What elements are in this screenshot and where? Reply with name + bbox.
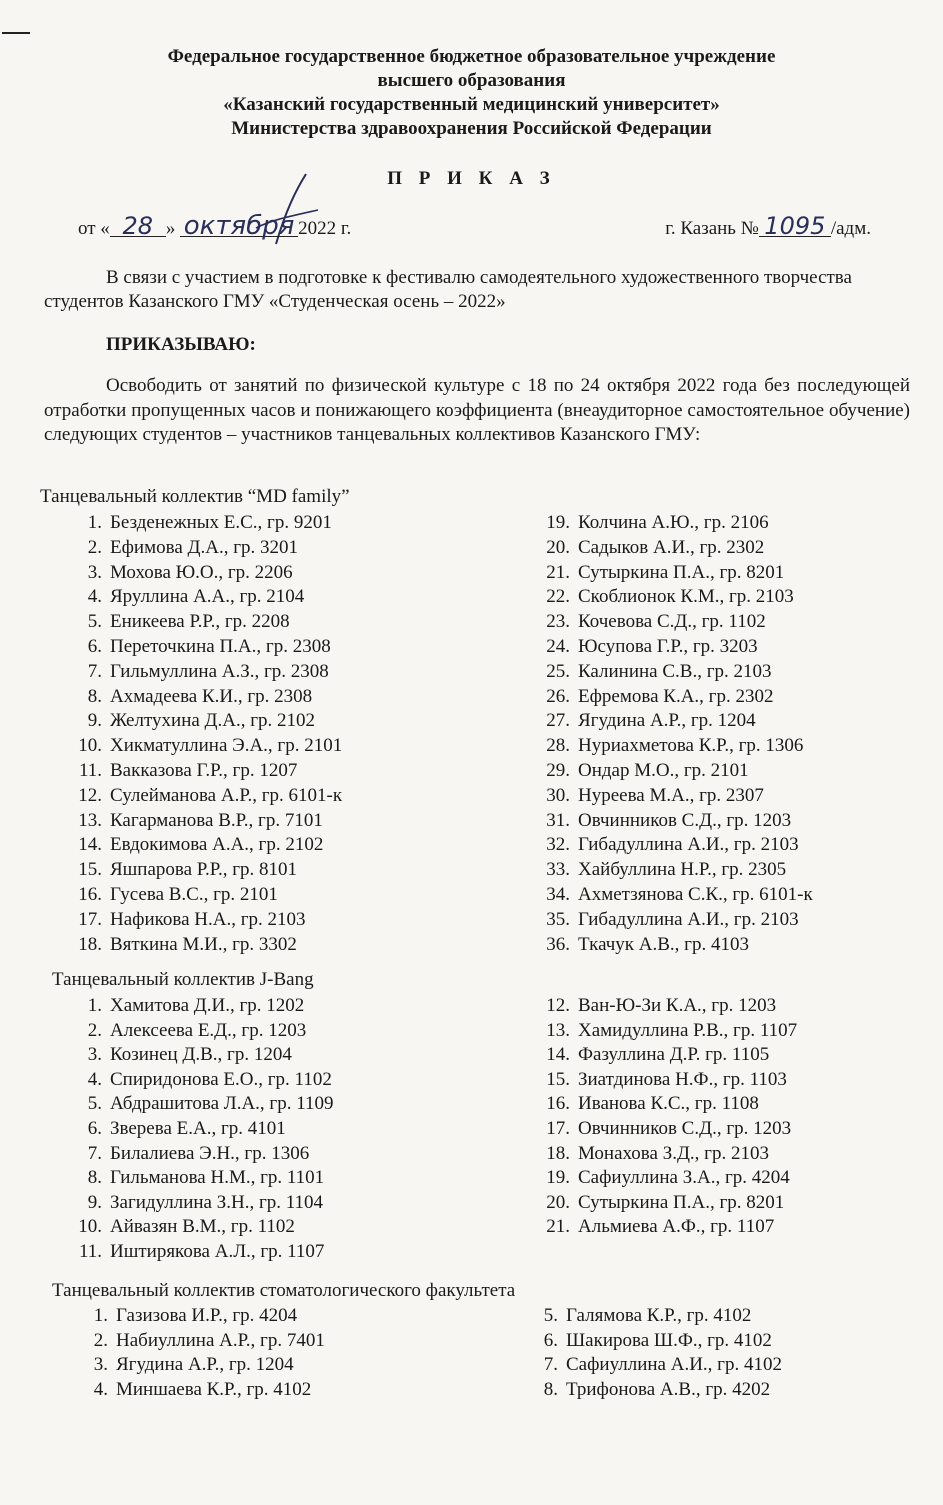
- list-item-text: Евдокимова А.А., гр. 2102: [110, 834, 324, 856]
- list-item-text: Спиридонова Е.О., гр. 1102: [110, 1068, 332, 1090]
- list-item-text: Сафиуллина З.А., гр. 4204: [578, 1167, 790, 1189]
- list-item-text: Миншаева К.Р., гр. 4102: [116, 1378, 312, 1400]
- list-item-text: Загидуллина З.Н., гр. 1104: [110, 1191, 324, 1213]
- list-item-text: Ягудина А.Р., гр. 1204: [578, 710, 756, 732]
- list-item-number: 25.: [546, 660, 570, 682]
- header-line-3: «Казанский государственный медицинский университет»: [223, 94, 720, 115]
- order-body: Освободить от занятий по физической культуре с 18 по 24 октября 2022 года без последующей отработки пропущенных часов и понижающего коэффициента (внеаудиторное самостоятельное обучение) следующих студентов – участников танцевальных коллективов Казанского ГМУ:: [44, 375, 910, 445]
- margin-mark: [2, 32, 30, 34]
- list-item-text: Овчинников С.Д., гр. 1203: [578, 809, 792, 831]
- list-item: [78, 1378, 325, 1403]
- list-item: [528, 1353, 782, 1378]
- list-item-text: Иштирякова А.Л., гр. 1107: [110, 1240, 325, 1262]
- list-item-text: Садыков А.И., гр. 2302: [578, 536, 765, 558]
- list-item-number: 36.: [546, 933, 570, 955]
- list-item-text: Хамидуллина Р.В., гр. 1107: [578, 1019, 798, 1041]
- list-item: [72, 734, 342, 759]
- intro-text: В связи с участием в подготовке к фестивалю самодеятельного художественного творчества студентов Казанского ГМУ «Студенческая осень – 2022»: [44, 267, 852, 312]
- list-item-number: 15.: [78, 859, 102, 881]
- city-prefix: г. Казань №: [665, 218, 759, 239]
- list-item-number: 9.: [87, 710, 102, 732]
- list-item-text: Хамитова Д.И., гр. 1202: [110, 995, 305, 1016]
- list-item: [72, 994, 334, 1019]
- list-item-text: Козинец Д.В., гр. 1204: [110, 1044, 292, 1066]
- list-item-number: 3.: [93, 1354, 108, 1376]
- list-item-text: Ягудина А.Р., гр. 1204: [116, 1354, 294, 1376]
- list-item: [540, 858, 813, 883]
- list-item-number: 4.: [93, 1378, 108, 1400]
- list-item: [540, 833, 813, 858]
- list-item: [540, 908, 813, 933]
- list-item-text: Ткачук А.В., гр. 4103: [578, 933, 749, 955]
- list-item-number: 28.: [546, 735, 570, 757]
- list-item-text: Кочевова С.Д., гр. 1102: [578, 611, 766, 633]
- list-item-number: 20.: [546, 536, 570, 558]
- city-suffix: /адм.: [830, 218, 871, 239]
- list-item: [540, 709, 813, 734]
- list-item-text: Монахова З.Д., гр. 2103: [578, 1142, 769, 1164]
- list-item: [72, 610, 342, 635]
- list-item: [72, 1117, 334, 1142]
- list-item-number: 6.: [87, 635, 102, 657]
- list-item-text: Иванова К.С., гр. 1108: [578, 1093, 759, 1115]
- list-item-number: 23.: [546, 611, 570, 633]
- list-item-text: Еникеева Р.Р., гр. 2208: [110, 611, 290, 633]
- list-item-text: Сутыркина П.А., гр. 8201: [578, 1191, 785, 1213]
- list-item: [540, 1191, 797, 1216]
- list-item-number: 10.: [78, 1216, 102, 1238]
- list-item: [540, 561, 813, 586]
- list-item-text: Галямова К.Р., гр. 4102: [566, 1305, 752, 1326]
- list-item: [72, 1043, 334, 1068]
- header-line-2: высшего образования: [377, 70, 566, 91]
- list-item-number: 1.: [87, 512, 102, 533]
- list-item: [540, 734, 813, 759]
- list-item-text: Набиуллина А.Р., гр. 7401: [116, 1329, 325, 1351]
- list-item-number: 4.: [87, 586, 102, 608]
- list-item: [72, 561, 342, 586]
- list-item-number: 31.: [546, 809, 570, 831]
- list-item-text: Гильмуллина А.З., гр. 2308: [110, 660, 329, 682]
- list-item-number: 4.: [87, 1068, 102, 1090]
- list-item: [72, 660, 342, 685]
- order-date: [78, 211, 352, 241]
- list-item-number: 19.: [546, 512, 570, 533]
- list-item-text: Яшпарова Р.Р., гр. 8101: [110, 859, 297, 881]
- list-item: [72, 1215, 334, 1240]
- list-item-number: 16.: [78, 883, 102, 905]
- list-item-number: 15.: [546, 1068, 570, 1090]
- list-item-number: 29.: [546, 759, 570, 781]
- list-item-text: Гибадуллина А.И., гр. 2103: [578, 834, 799, 856]
- list-item: [540, 1215, 797, 1240]
- group-title-dental: Танцевальный коллектив стоматологического факультета: [52, 1280, 516, 1301]
- list-item-number: 10.: [78, 735, 102, 757]
- intro-paragraph: [44, 266, 910, 314]
- list-item-text: Газизова И.Р., гр. 4204: [116, 1305, 298, 1326]
- list-item-text: Юсупова Г.Р., гр. 3203: [578, 635, 758, 657]
- list-item: [72, 685, 342, 710]
- list-item-text: Сулейманова А.Р., гр. 6101-к: [110, 784, 343, 806]
- list-item-text: Нуреева М.А., гр. 2307: [578, 784, 764, 806]
- group-dental-right-list: [528, 1304, 782, 1402]
- header-line-1: Федеральное государственное бюджетное образовательное учреждение: [167, 46, 776, 67]
- list-item: [540, 585, 813, 610]
- list-item-text: Билалиева Э.Н., гр. 1306: [110, 1142, 310, 1164]
- list-item-number: 32.: [546, 834, 570, 856]
- list-item: [72, 883, 342, 908]
- list-item-number: 5.: [87, 611, 102, 633]
- date-month: октября: [180, 216, 298, 237]
- list-item-text: Ахмадеева К.И., гр. 2308: [110, 685, 313, 707]
- list-item-number: 18.: [546, 1142, 570, 1164]
- list-item-number: 12.: [78, 784, 102, 806]
- list-item: [72, 858, 342, 883]
- institution-header: [0, 45, 943, 141]
- list-item-number: 30.: [546, 784, 570, 806]
- list-item-text: Айвазян В.М., гр. 1102: [110, 1216, 295, 1238]
- date-day: 28: [110, 216, 166, 237]
- header-line-4: Министерства здравоохранения Российской Федерации: [231, 118, 712, 139]
- list-item-text: Зверева Е.А., гр. 4101: [110, 1117, 286, 1139]
- list-item-number: 35.: [546, 908, 570, 930]
- list-item: [540, 635, 813, 660]
- list-item-number: 7.: [543, 1354, 558, 1376]
- list-item: [72, 1142, 334, 1167]
- order-number: [665, 212, 871, 240]
- list-item-text: Гусева В.С., гр. 2101: [110, 883, 278, 905]
- list-item-number: 11.: [78, 1240, 102, 1262]
- list-item-text: Ахметзянова С.К., гр. 6101-к: [578, 883, 813, 905]
- list-item-text: Колчина А.Ю., гр. 2106: [578, 512, 769, 533]
- list-item-number: 12.: [546, 995, 570, 1016]
- list-item: [528, 1304, 782, 1329]
- list-item: [528, 1378, 782, 1403]
- group-title-j-bang: Танцевальный коллектив J-Bang: [52, 969, 314, 990]
- list-item-number: 21.: [546, 561, 570, 583]
- list-item: [72, 1240, 334, 1265]
- list-item-number: 17.: [546, 1117, 570, 1139]
- group-dental-left-list: [78, 1304, 325, 1402]
- list-item-text: Ефремова К.А., гр. 2302: [578, 685, 774, 707]
- list-item: [540, 1142, 797, 1167]
- list-item: [72, 635, 342, 660]
- list-item-number: 8.: [87, 685, 102, 707]
- list-item-text: Хикматуллина Э.А., гр. 2101: [110, 735, 343, 757]
- list-item-number: 21.: [546, 1216, 570, 1238]
- list-item-number: 16.: [546, 1093, 570, 1115]
- list-item-number: 20.: [546, 1191, 570, 1213]
- list-item-number: 19.: [546, 1167, 570, 1189]
- list-item-text: Альмиева А.Ф., гр. 1107: [578, 1216, 775, 1238]
- list-item-text: Алексеева Е.Д., гр. 1203: [110, 1019, 307, 1041]
- list-item: [540, 933, 813, 958]
- list-item-number: 8.: [543, 1378, 558, 1400]
- list-item-text: Вакказова Г.Р., гр. 1207: [110, 759, 298, 781]
- list-item-text: Сафиуллина А.И., гр. 4102: [566, 1354, 782, 1376]
- list-item-number: 9.: [87, 1191, 102, 1213]
- list-item-text: Вяткина М.И., гр. 3302: [110, 933, 297, 955]
- list-item-number: 6.: [543, 1329, 558, 1351]
- list-item: [72, 833, 342, 858]
- group-title-md-family: Танцевальный коллектив “MD family”: [40, 486, 350, 507]
- list-item: [78, 1304, 325, 1329]
- list-item: [72, 933, 342, 958]
- list-item-text: Ондар М.О., гр. 2101: [578, 759, 749, 781]
- list-item: [72, 1092, 334, 1117]
- list-item: [78, 1329, 325, 1354]
- order-number-value: 1095: [759, 216, 831, 237]
- list-item-number: 17.: [78, 908, 102, 930]
- list-item-text: Гильманова Н.М., гр. 1101: [110, 1167, 325, 1189]
- list-item-number: 3.: [87, 1044, 102, 1066]
- list-item-number: 18.: [78, 933, 102, 955]
- list-item-number: 1.: [87, 995, 102, 1016]
- list-item-number: 2.: [87, 1019, 102, 1041]
- list-item-text: Нафикова Н.А., гр. 2103: [110, 908, 306, 930]
- list-item-text: Кагарманова В.Р., гр. 7101: [110, 809, 323, 831]
- list-item-text: Трифонова А.В., гр. 4202: [566, 1378, 771, 1400]
- list-item-text: Нуриахметова К.Р., гр. 1306: [578, 735, 804, 757]
- list-item-text: Мохова Ю.О., гр. 2206: [110, 561, 293, 583]
- list-item: [72, 585, 342, 610]
- list-item: [540, 883, 813, 908]
- list-item: [540, 610, 813, 635]
- list-item: [540, 660, 813, 685]
- list-item-number: 13.: [78, 809, 102, 831]
- list-item: [72, 908, 342, 933]
- list-item: [72, 784, 342, 809]
- list-item: [72, 511, 342, 536]
- order-word: ПРИКАЗЫВАЮ:: [106, 334, 256, 355]
- list-item: [72, 1191, 334, 1216]
- list-item-number: 1.: [93, 1305, 108, 1326]
- list-item-number: 3.: [87, 561, 102, 583]
- list-item-text: Скоблионок К.М., гр. 2103: [578, 586, 794, 608]
- list-item-number: 34.: [546, 883, 570, 905]
- list-item: [72, 1068, 334, 1093]
- document-title: П Р И К А З: [387, 168, 556, 189]
- list-item-text: Безденежных Е.С., гр. 9201: [110, 512, 332, 533]
- list-item-text: Гибадуллина А.И., гр. 2103: [578, 908, 799, 930]
- date-mid: »: [165, 218, 176, 239]
- list-item: [528, 1329, 782, 1354]
- list-item: [540, 1068, 797, 1093]
- list-item: [540, 1043, 797, 1068]
- list-item: [72, 536, 342, 561]
- list-item-number: 22.: [546, 586, 570, 608]
- list-item: [540, 809, 813, 834]
- date-year: 2022 г.: [298, 218, 352, 239]
- list-item-number: 5.: [87, 1093, 102, 1115]
- list-item: [72, 809, 342, 834]
- list-item-text: Яруллина А.А., гр. 2104: [110, 586, 305, 608]
- list-item-text: Шакирова Ш.Ф., гр. 4102: [566, 1329, 772, 1351]
- list-item: [540, 1092, 797, 1117]
- list-item-number: 2.: [87, 536, 102, 558]
- list-item: [540, 536, 813, 561]
- list-item-text: Переточкина П.А., гр. 2308: [110, 635, 331, 657]
- group-j-bang-right-list: [540, 994, 797, 1240]
- list-item: [72, 1019, 334, 1044]
- list-item: [540, 1117, 797, 1142]
- list-item-text: Абдрашитова Л.А., гр. 1109: [110, 1093, 334, 1115]
- list-item: [540, 1019, 797, 1044]
- list-item-number: 24.: [546, 635, 570, 657]
- list-item-text: Ван-Ю-Зи К.А., гр. 1203: [578, 995, 777, 1016]
- list-item-number: 13.: [546, 1019, 570, 1041]
- list-item-number: 7.: [87, 660, 102, 682]
- list-item-text: Фазуллина Д.Р. гр. 1105: [578, 1044, 770, 1066]
- date-prefix: от «: [78, 218, 110, 239]
- list-item: [78, 1353, 325, 1378]
- list-item-text: Калинина С.В., гр. 2103: [578, 660, 772, 682]
- list-item-number: 6.: [87, 1117, 102, 1139]
- list-item-number: 2.: [93, 1329, 108, 1351]
- list-item: [72, 759, 342, 784]
- list-item: [540, 685, 813, 710]
- list-item: [540, 511, 813, 536]
- list-item-text: Хайбуллина Н.Р., гр. 2305: [578, 859, 787, 881]
- list-item-number: 8.: [87, 1167, 102, 1189]
- group-j-bang-left-list: [72, 994, 334, 1265]
- list-item-text: Ефимова Д.А., гр. 3201: [110, 536, 298, 558]
- list-item-number: 14.: [78, 834, 102, 856]
- list-item: [540, 994, 797, 1019]
- list-item-number: 33.: [546, 859, 570, 881]
- list-item: [540, 1166, 797, 1191]
- list-item: [72, 1166, 334, 1191]
- group-md-family-right-list: [540, 511, 813, 957]
- list-item-number: 14.: [546, 1044, 570, 1066]
- list-item-number: 5.: [543, 1305, 558, 1326]
- list-item-text: Овчинников С.Д., гр. 1203: [578, 1117, 792, 1139]
- group-md-family-left-list: [72, 511, 342, 957]
- list-item-text: Зиатдинова Н.Ф., гр. 1103: [578, 1068, 787, 1090]
- list-item: [72, 709, 342, 734]
- list-item-number: 11.: [78, 759, 102, 781]
- list-item: [540, 759, 813, 784]
- list-item: [540, 784, 813, 809]
- list-item-text: Желтухина Д.А., гр. 2102: [110, 710, 316, 732]
- list-item-number: 27.: [546, 710, 570, 732]
- list-item-number: 7.: [87, 1142, 102, 1164]
- list-item-text: Сутыркина П.А., гр. 8201: [578, 561, 785, 583]
- list-item-number: 26.: [546, 685, 570, 707]
